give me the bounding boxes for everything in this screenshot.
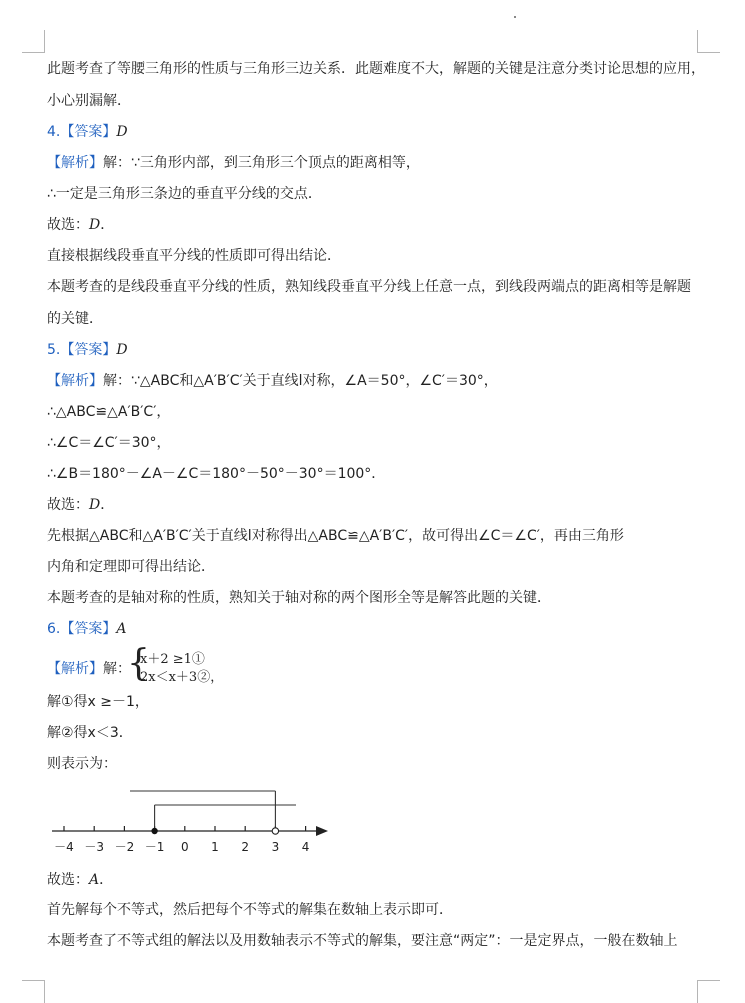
q6-analysis-label: [47, 658, 131, 678]
q6-choice-prefix: 故选：: [47, 872, 89, 888]
q4-conclusion: ∴一定是三角形三条边的垂直平分线的交点．: [47, 186, 322, 202]
q6-solution-1: 解①得x ≥－1，: [47, 694, 149, 710]
q4-explain-2: 本题考查的是线段垂直平分线的性质，熟知线段垂直平分线上任意一点，到线段两端点的距离相等是解题: [47, 279, 691, 295]
number-line-tick-label: －3: [84, 840, 105, 854]
prev-summary-line-1: 此题考查了等腰三角形的性质与三角形三边关系．此题难度不大，解题的关键是注意分类讨论思想的应用，: [47, 61, 705, 77]
q6-answer-tag: 【答案】: [60, 621, 117, 637]
q5-analysis-line: [47, 371, 697, 391]
q4-choice: D: [89, 217, 101, 233]
prev-summary-line-2: 小心别漏解．: [47, 93, 131, 109]
q5-answer-tag: 【答案】: [60, 342, 117, 358]
q5-explain-3: 本题考查的是轴对称的性质，熟知关于轴对称的两个图形全等是解答此题的关键．: [47, 590, 551, 606]
q5-step-2: ∴△ABC≌△A′B′C′，: [47, 404, 171, 420]
number-line-tick-label: 1: [211, 840, 219, 854]
q4-answer-line: [47, 122, 697, 142]
q5-analysis-text: 解：∵△ABC和△A′B′C′关于直线l对称，∠A＝50°，∠C′＝30°，: [103, 373, 498, 389]
number-line-tick-label: －4: [54, 840, 74, 854]
q6-period: ．: [99, 872, 114, 888]
q6-answer: A: [116, 621, 127, 637]
q6-answer-line: [47, 619, 697, 639]
q5-analysis-tag: 【解析】: [47, 373, 103, 389]
q6-solution-2: 解②得x＜3．: [47, 725, 133, 741]
q5-answer-line: [47, 340, 697, 360]
q5-choice-prefix: 故选：: [47, 497, 89, 513]
q6-inequality-2-trail: ，: [210, 670, 224, 685]
q6-inequality-1: x＋2 ≥1①: [140, 652, 205, 667]
q4-choice-prefix: 故选：: [47, 217, 89, 233]
q6-inequality-2-text: 2x＜x＋3②: [140, 670, 211, 685]
number-line-arrow: [316, 826, 328, 836]
q6-inequality-2: [140, 666, 223, 685]
q4-explain-3: 的关键．: [47, 311, 103, 327]
q4-explain-1: 直接根据线段垂直平分线的性质即可得出结论．: [47, 248, 341, 264]
q5-step-4: ∴∠B＝180°－∠A－∠C＝180°－50°－30°＝100°．: [47, 466, 386, 482]
q5-number: 5.: [47, 342, 61, 358]
q5-explain-1: 先根据△ABC和△A′B′C′关于直线l对称得出△ABC≌△A′B′C′，故可得出∠C＝∠C′，再由三角形: [47, 528, 624, 544]
corner-mark-bottom-left: [22, 980, 45, 1003]
q4-choice-line: [47, 215, 697, 235]
q5-explain-2: 内角和定理即可得出结论．: [47, 559, 215, 575]
q6-represent-label: 则表示为：: [47, 756, 117, 772]
speck: [514, 16, 516, 18]
corner-mark-top-left: [22, 30, 45, 53]
q4-answer: D: [116, 124, 128, 140]
number-line-figure: [48, 785, 338, 855]
q5-choice-line: [47, 495, 697, 515]
q4-analysis-tag: 【解析】: [47, 155, 103, 171]
number-line-tick-label: 3: [271, 840, 280, 854]
q4-analysis-text: 解：∵三角形内部，到三角形三个顶点的距离相等，: [103, 155, 420, 171]
number-line-tick-label: －2: [114, 840, 135, 854]
number-line-tick-label: 0: [180, 840, 189, 854]
number-line-tick-label: 4: [301, 840, 310, 854]
q5-period: ．: [100, 497, 115, 513]
solid-point: [151, 828, 157, 834]
system-brace: {: [127, 643, 150, 684]
q6-explain-2: 本题考查了不等式组的解法以及用数轴表示不等式的解集，要注意“两定”：一是定界点，一般在数轴上: [47, 933, 678, 949]
q6-solve-prefix: 解：: [103, 661, 131, 677]
q6-choice: A: [89, 872, 100, 888]
q4-analysis-line: [47, 153, 697, 173]
corner-mark-top-right: [697, 30, 720, 53]
corner-mark-bottom-right: [697, 980, 720, 1003]
q4-answer-tag: 【答案】: [60, 124, 117, 140]
hollow-point: [272, 828, 278, 834]
q4-number: 4.: [47, 124, 61, 140]
q5-step-3: ∴∠C＝∠C′＝30°，: [47, 435, 171, 451]
q6-number: 6.: [47, 621, 61, 637]
q6-analysis-tag: 【解析】: [47, 661, 103, 677]
number-line-tick-label: 2: [241, 840, 250, 854]
q4-period: ．: [100, 217, 115, 233]
number-line-tick-label: －1: [144, 840, 165, 854]
q5-choice: D: [89, 497, 101, 513]
q5-answer: D: [116, 342, 128, 358]
q6-explain-1: 首先解每个不等式，然后把每个不等式的解集在数轴上表示即可．: [47, 902, 453, 918]
q6-choice-line: [47, 870, 697, 890]
